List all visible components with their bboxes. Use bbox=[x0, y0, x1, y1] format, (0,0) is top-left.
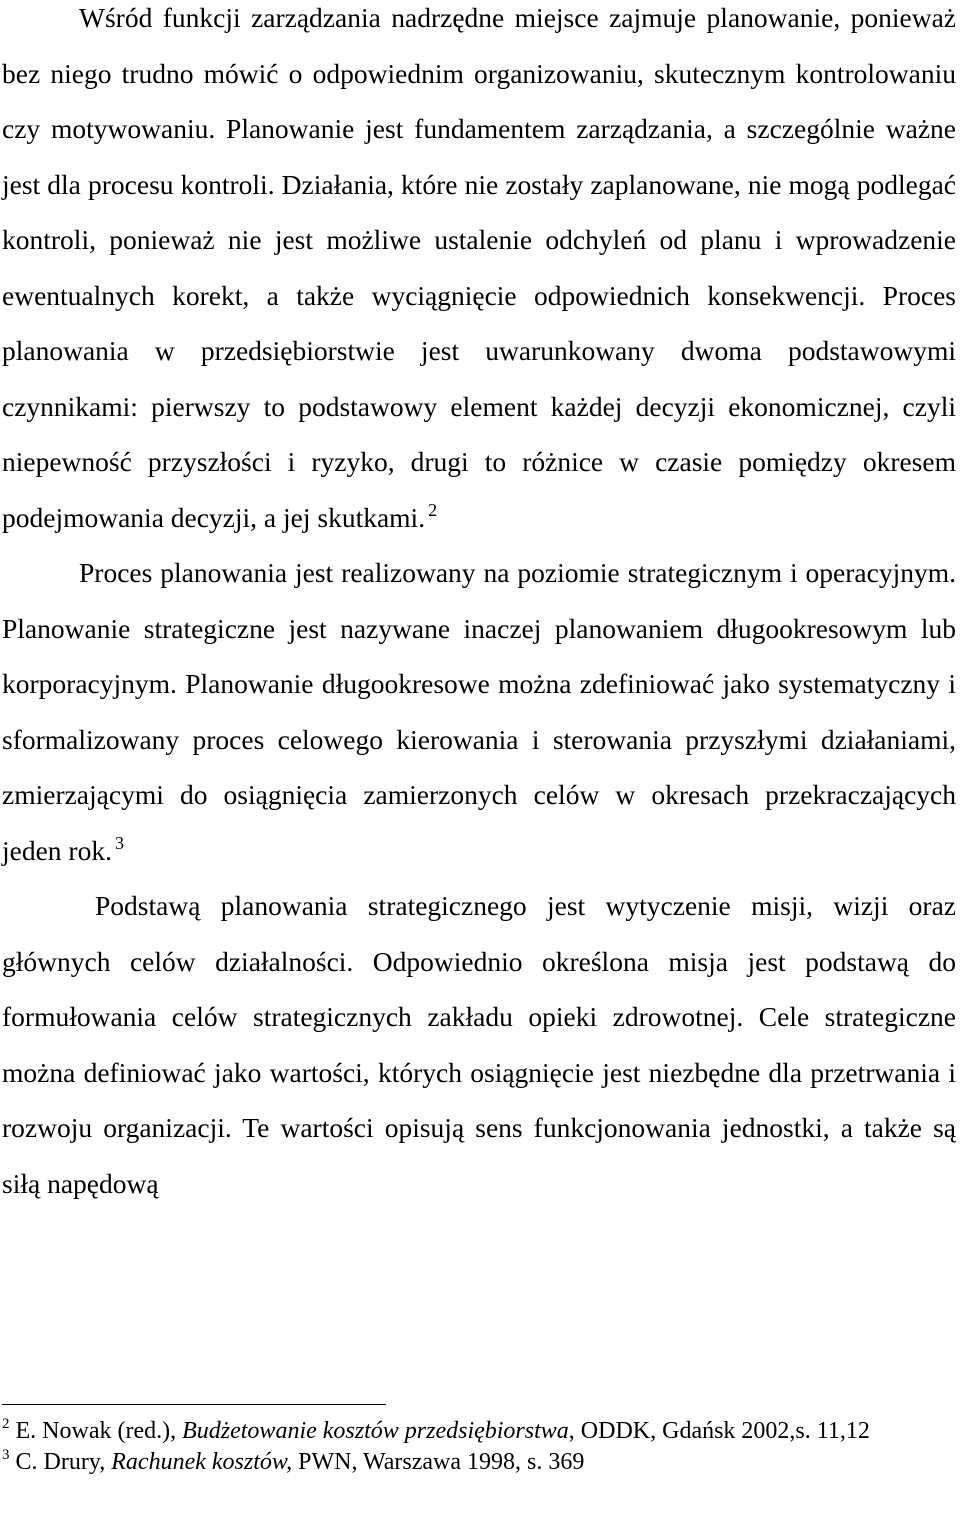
footnote-text: C. Drury, bbox=[15, 1449, 112, 1475]
paragraph-planning-levels bbox=[2, 545, 956, 878]
paragraph-text: Podstawą planowania strategicznego jest wytyczenie misji, wizji oraz głównych celów działalności. Odpowiednio określona misja jest podstawą do formułowania celów strategicznych zakładu opieki zdrowotnej. Cele strategiczne można definiować jako wartości, których osiągnięcie jest niezbędne dla przetrwania i rozwoju organizacji. Te wartości opisują sens funkcjonowania jednostki, a także są siłą napędową bbox=[2, 890, 956, 1199]
paragraph-strategic-planning bbox=[2, 878, 956, 1211]
footnote-separator bbox=[2, 1404, 386, 1405]
paragraph-text: Proces planowania jest realizowany na poziomie strategicznym i operacyjnym. Planowanie strategiczne jest nazywane inaczej planowaniem długookresowym lub korporacyjnym. Planowanie długookresowe można zdefiniować jako systematyczny i sformalizowany proces celowego kierowania i sterowania przyszłymi działaniami, zmierzającymi do osiągnięcia zamierzonych celów w okresach przekraczających jeden rok. bbox=[2, 557, 956, 866]
body-text bbox=[2, 0, 956, 1211]
footnote-3 bbox=[2, 1447, 956, 1478]
footnote-number: 2 bbox=[2, 1416, 10, 1432]
footnotes bbox=[2, 1416, 956, 1478]
paragraph-text: Wśród funkcji zarządzania nadrzędne miejsce zajmuje planowanie, ponieważ bez niego trudno mówić o odpowiednim organizowaniu, skutecznym kontrolowaniu czy motywowaniu. Planowanie jest fundamentem zarządzania, a szczególnie ważne jest dla procesu kontroli. Działania, które nie zostały zaplanowane, nie mogą podlegać kontroli, ponieważ nie jest możliwe ustalenie odchyleń od planu i wprowadzenie ewentualnych korekt, a także wyciągnięcie odpowiednich konsekwencji. Proces planowania w przedsiębiorstwie jest uwarunkowany dwoma podstawowymi czynnikami: pierwszy to podstawowy element każdej decyzji ekonomicznej, czyli niepewność przyszłości i ryzyko, drugi to różnice w czasie pomiędzy okresem podejmowania decyzji, a jej skutkami. bbox=[2, 2, 956, 533]
footnote-reference: 3 bbox=[114, 832, 124, 853]
footnote-number: 3 bbox=[2, 1447, 10, 1463]
footnote-2 bbox=[2, 1416, 956, 1447]
footnote-reference: 2 bbox=[428, 499, 438, 520]
footnote-text: PWN, Warszawa 1998, s. 369 bbox=[292, 1449, 585, 1475]
footnote-text: E. Nowak (red.), bbox=[15, 1418, 183, 1444]
paragraph-planning-functions bbox=[2, 0, 956, 545]
footnote-title: Budżetowanie kosztów przedsiębiorstwa bbox=[182, 1418, 569, 1444]
footnote-title: Rachunek kosztów, bbox=[111, 1449, 293, 1475]
footnote-text: , ODDK, Gdańsk 2002,s. 11,12 bbox=[568, 1418, 870, 1444]
